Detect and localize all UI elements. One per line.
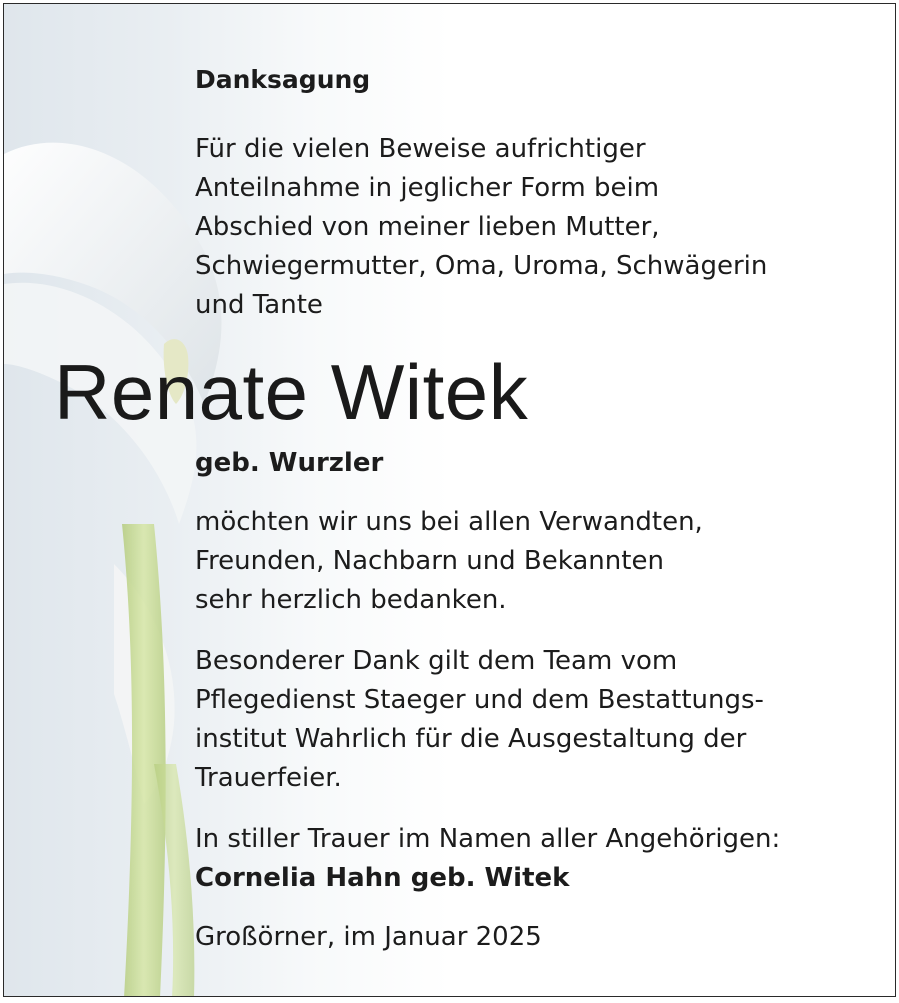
notice-text [4,4,896,997]
notice-heading: Danksagung [195,65,371,94]
deceased-name: Renate Witek [54,348,529,436]
grief-line: In stiller Trauer im Namen aller Angehörigen: [195,824,781,854]
signer-name: Cornelia Hahn geb. Witek [195,863,570,893]
birth-name: geb. Wurzler [195,448,384,478]
intro-paragraph: Für die vielen Beweise aufrichtiger Anteilnahme in jeglicher Form beim Abschied von meiner lieben Mutter, Schwiegermutter, Oma, Uroma, Schwägerin und Tante [195,134,768,320]
thanks-paragraph: möchten wir uns bei allen Verwandten, Freunden, Nachbarn und Bekannten sehr herzlich bedanken. [195,507,703,615]
place-date: Großörner, im Januar 2025 [195,922,542,952]
obituary-notice [3,3,896,997]
special-thanks-paragraph: Besonderer Dank gilt dem Team vom Pflegedienst Staeger und dem Bestattungs- institut Wahrlich für die Ausgestaltung der Trauerfeier. [195,646,764,793]
